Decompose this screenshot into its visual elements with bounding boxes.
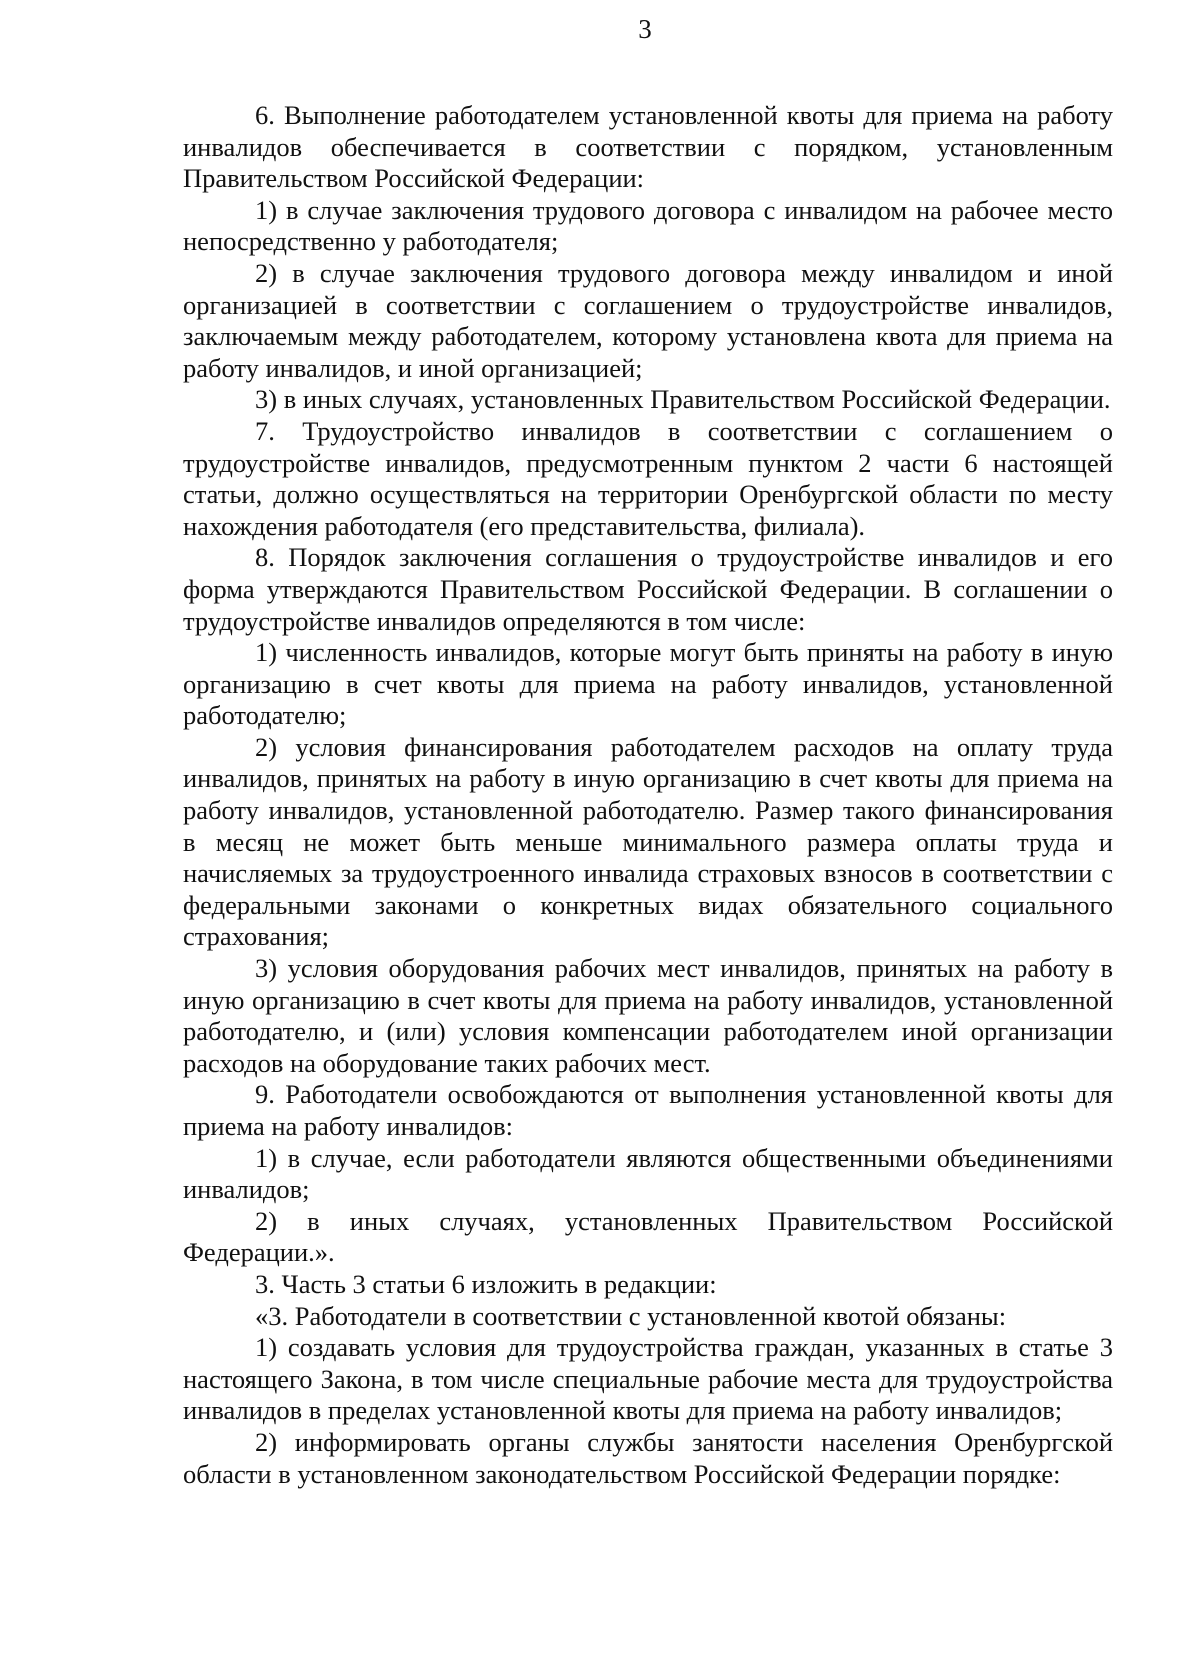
paragraph-6-item-1: 1) в случае заключения трудового договора с инвалидом на рабочее место непосредственно у работодателя; [183, 194, 1113, 257]
paragraph-8-item-2: 2) условия финансирования работодателем расходов на оплату труда инвалидов, принятых на работу в иную организацию в счет квоты для приема на работу инвалидов, установленной работодателю. Размер такого финансирования в месяц не может быть меньше минимального размера оплаты труда и начисляемых за трудоустроенного инвалида страховых взносов в соответствии с федеральными законами о конкретных видах обязательного социального страхования; [183, 731, 1113, 952]
amendment-3-item-1: 1) создавать условия для трудоустройства граждан, указанных в статье 3 настоящего Закона, в том числе специальные рабочие места для трудоустройства инвалидов в пределах установленной квоты для приема на работу инвалидов; [183, 1332, 1113, 1426]
amendment-3-item-2: 2) информировать органы службы занятости населения Оренбургской области в установленном законодательством Российской Федерации порядке: [183, 1426, 1113, 1489]
amendment-3-text: «3. Работодатели в соответствии с установленной квотой обязаны: [255, 1300, 1007, 1331]
paragraph-9: 9. Работодатели освобождаются от выполнения установленной квоты для приема на работу инвалидов: [183, 1079, 1113, 1141]
amendment-3-intro: 3. Часть 3 статьи 6 изложить в редакции: [255, 1268, 717, 1299]
paragraph-6-item-2: 2) в случае заключения трудового договора между инвалидом и иной организацией в соответствии с соглашением о трудоустройстве инвалидов, заключаемым между работодателем, которому установлена квота для приема на работу инвалидов, и иной организацией; [183, 257, 1113, 383]
page-number: 3 [638, 14, 652, 44]
paragraph-6-item-3: 3) в иных случаях, установленных Правительством Российской Федерации. [255, 384, 1111, 415]
paragraph-8-item-1: 1) численность инвалидов, которые могут быть приняты на работу в иную организацию в счет квоты для приема на работу инвалидов, установленной работодателю; [183, 637, 1113, 731]
paragraph-7: 7. Трудоустройство инвалидов в соответствии с соглашением о трудоустройстве инвалидов, предусмотренным пунктом 2 части 6 настоящей статьи, должно осуществляться на территории Оренбургской области по месту нахождения работодателя (его представительства, филиала). [183, 415, 1113, 541]
document-body [183, 100, 1113, 1490]
paragraph-8: 8. Порядок заключения соглашения о трудоустройстве инвалидов и его форма утверждаются Правительством Российской Федерации. В соглашении о трудоустройстве инвалидов определяются в том числе: [183, 542, 1113, 636]
paragraph-9-item-1: 1) в случае, если работодатели являются общественными объединениями инвалидов; [183, 1142, 1113, 1205]
paragraph-9-item-2: 2) в иных случаях, установленных Правительством Российской Федерации.». [183, 1205, 1113, 1268]
paragraph-8-item-3: 3) условия оборудования рабочих мест инвалидов, принятых на работу в иную организацию в счет квоты для приема на работу инвалидов, установленной работодателю, и (или) условия компенсации работодателем иной организации расходов на оборудование таких рабочих мест. [183, 953, 1113, 1078]
paragraph-6: 6. Выполнение работодателем установленной квоты для приема на работу инвалидов обеспечивается в соответствии с порядком, установленным Правительством Российской Федерации: [183, 100, 1113, 194]
